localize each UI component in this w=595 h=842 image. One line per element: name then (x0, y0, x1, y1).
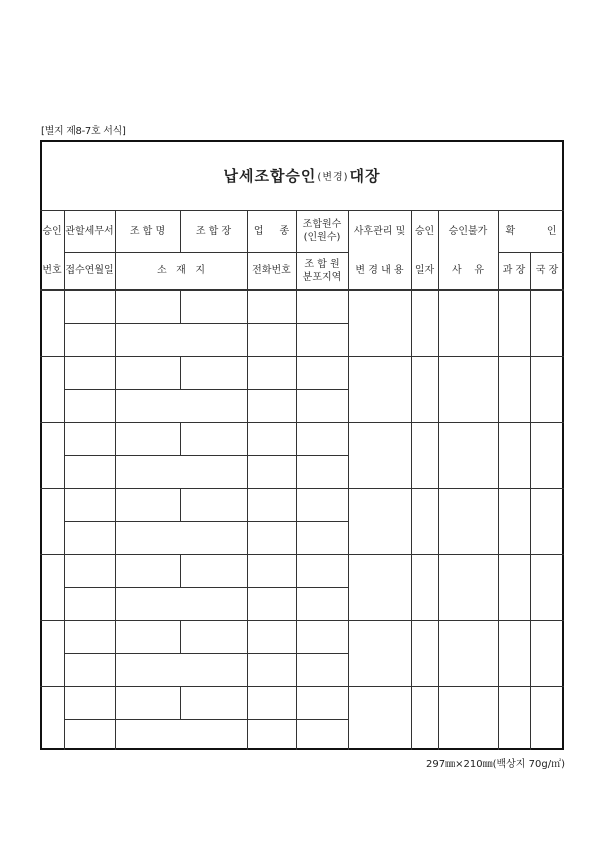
header-member-count (296, 210, 348, 252)
row-divider (40, 554, 564, 555)
col-line (115, 210, 116, 750)
header-union-head: 조 합 장 (195, 225, 232, 237)
row-divider (40, 686, 564, 687)
header-tax-office: 관할세무서 (65, 225, 114, 237)
header-member-count-2: (인원수) (303, 232, 341, 243)
col-line (348, 210, 349, 750)
header-post-mgmt-1: 사후관리 및 (353, 225, 406, 237)
row-col-divider (180, 356, 181, 389)
row-col-divider (180, 290, 181, 323)
row-col-divider (180, 554, 181, 587)
header-union-name: 조 합 명 (129, 225, 166, 237)
header-phone: 전화번호 (252, 265, 291, 276)
col-line (411, 210, 412, 750)
row-divider (40, 356, 564, 357)
row-mid-divider (64, 587, 348, 588)
col-line (247, 210, 248, 750)
col-line (498, 210, 499, 750)
row-col-divider (180, 620, 181, 653)
header-approval-no-1: 승인 (42, 225, 62, 237)
header-approval-date-1: 승인 (414, 225, 435, 237)
col-line (296, 210, 297, 750)
header-rejection-1: 승인불가 (448, 225, 488, 237)
title-main-suffix: 대장 (349, 166, 381, 185)
header-post-mgmt-2: 변 경 내 용 (355, 265, 404, 276)
paper-spec-footer: 297㎜×210㎜(백상지 70g/㎡) (426, 759, 565, 770)
title-main-prefix: 납세조합승인 (223, 166, 317, 185)
row-col-divider (180, 686, 181, 719)
row-divider (40, 620, 564, 621)
form-code: [별지 제8-7호 서식] (41, 126, 126, 137)
row-col-divider (180, 488, 181, 521)
header-approval-date-2: 일자 (414, 265, 435, 276)
header-member-area-1: 조 합 원 (304, 258, 340, 270)
header-director: 국 장 (535, 265, 559, 276)
row-mid-divider (64, 521, 348, 522)
title-small: (변경) (317, 171, 349, 183)
header-section-chief: 과 장 (502, 265, 526, 276)
header-member-count-1: 조합원수 (302, 219, 342, 230)
header-location: 소 재 지 (156, 265, 206, 276)
col-line (438, 210, 439, 750)
row-mid-divider (64, 389, 348, 390)
header-receipt-date: 접수연월일 (65, 265, 114, 276)
header-rejection-2: 사 유 (451, 265, 485, 276)
col-line (530, 252, 531, 750)
header-approval-no-2: 번호 (42, 265, 62, 276)
col-line (64, 210, 65, 750)
row-mid-divider (64, 653, 348, 654)
row-mid-divider (64, 719, 348, 720)
header-confirm: 확 인 (505, 225, 557, 237)
row-divider (40, 422, 564, 423)
row-mid-divider (64, 455, 348, 456)
header-member-area-2: 분포지역 (302, 271, 342, 283)
header-member-area (296, 252, 348, 289)
header-business-type: 업 종 (253, 225, 290, 237)
page-title (40, 140, 564, 210)
row-col-divider (180, 422, 181, 455)
row-divider (40, 488, 564, 489)
header-bottom-line (40, 289, 564, 291)
row-mid-divider (64, 323, 348, 324)
